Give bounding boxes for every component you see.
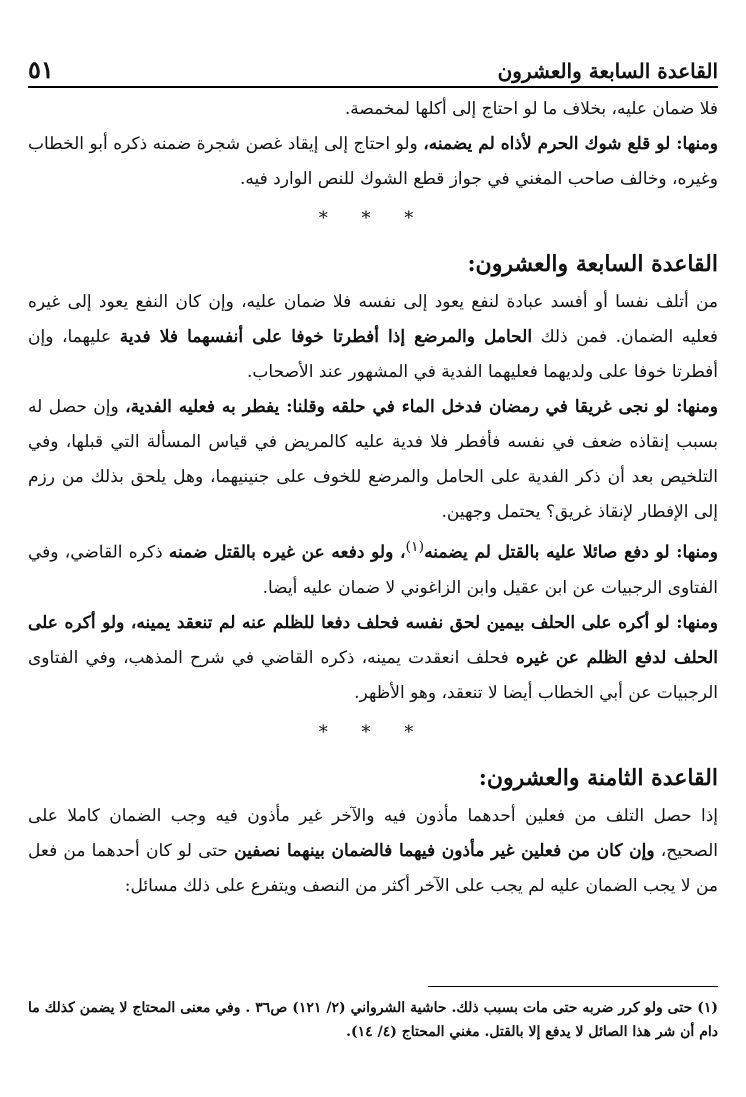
page-number: ٥١ [28, 55, 54, 84]
paragraph [28, 127, 718, 197]
section-separator: * * * [318, 721, 428, 743]
bold-run: ومنها: لو دفع صائلا عليه بالقتل لم يضمنه [424, 542, 718, 563]
text-run: فحلف انعقدت يمينه، ذكره القاضي في شرح المذهب، وفي الفتاوى الرجبيات عن أبي الخطاب أيضا لا تنعقد، وهو الأظهر. [28, 647, 718, 703]
paragraph [28, 606, 718, 711]
text-run: حتى لو كان أحدهما من فعل من لا يجب الضمان عليه لم يجب على الآخر أكثر من النصف ويتفرع على ذلك مسائل: [28, 840, 718, 896]
section-separator: * * * [318, 208, 428, 229]
section-heading: القاعدة السابعة والعشرون: [467, 251, 718, 277]
bold-run: ومنها: لو نجى غريقا في رمضان فدخل الماء في حلقه وقلنا: يفطر به فعليه الفدية، [125, 397, 718, 417]
footnote: (١) حتى ولو كرر ضربه حتى مات بسبب ذلك. حاشية الشرواني (٢/ ١٢١) ص٣٦ . وفي معنى المحتاج لا يضمن كذلك ما دام أن شر هذا الصائل لا يدفع إلا بالقتل. مغني المحتاج (٤/ ١٤). [28, 1000, 718, 1040]
paragraph [28, 530, 718, 606]
running-header [28, 56, 718, 88]
bold-run: ومنها: لو أكره على الحلف بيمين لحق نفسه فحلف دفعا للظلم عنه لم تنعقد يمينه، [130, 612, 718, 633]
paragraph [28, 390, 718, 530]
text-run: ذكره القاضي، وفي الفتاوى الرجبيات عن ابن عقيل وابن الزاغوني لا ضمان عليه أيضا. [28, 542, 718, 598]
footnote-ref: (١) [405, 539, 425, 555]
bold-run: ولو أكره على الحلف لدفع الظلم عن غيره [28, 612, 719, 668]
bold-run: وإن كان من فعلين غير مأذون فيهما فالضمان بينهما نصفين [234, 840, 655, 861]
paragraph [28, 92, 718, 127]
text-run: فلا ضمان عليه، بخلاف ما لو احتاج إلى أكلها لمخمصة. [344, 99, 718, 119]
text-run: عليهما، وإن أفطرتا خوفا على ولديهما فعليهما الفدية في المشهور عند الأصحاب. [28, 327, 718, 382]
paragraph [28, 799, 718, 904]
text-run: وإن حصل له بسبب إنقاذه ضعف في نفسه فأفطر فلا فدية عليه كالمريض في قياس المسألة التي قبلها، وفي التلخيص بعد أن ذكر الفدية على الحامل والمرضع للخوف على جنينيهما، وهل يلحق بذلك من رزم إلى الإفطار لإنقاذ غريق؟ يحتمل وجهين. [28, 397, 718, 522]
header-title: القاعدة السابعة والعشرون [497, 59, 718, 83]
paragraph [28, 285, 718, 390]
text-run: من أتلف نفسا أو أفسد عبادة لنفع يعود إلى نفسه فلا ضمان عليه، وإن كان النفع يعود إلى غيره فعليه الضمان. فمن ذلك [28, 292, 718, 347]
text-run: إذا حصل التلف من فعلين أحدهما مأذون فيه والآخر غير مأذون فيه وجب الضمان كاملا على الصحيح، [28, 805, 718, 861]
main-text [28, 92, 718, 904]
bold-run: ومنها: لو قلع شوك الحرم لأذاه لم يضمنه، [423, 134, 718, 154]
footnote-divider [428, 986, 718, 987]
section-heading: القاعدة الثامنة والعشرون: [478, 764, 718, 791]
text-run: ولو احتاج إلى إيقاد غصن شجرة ضمنه ذكره أبو الخطاب وغيره، وخالف صاحب المغني في جواز قطع الشوك للنص الوارد فيه. [28, 134, 718, 189]
bold-run: ، ولو دفعه عن غيره بالقتل ضمنه [168, 542, 406, 563]
bold-run: الحامل والمرضع إذا أفطرتا خوفا على أنفسهما فلا فدية [119, 327, 533, 347]
